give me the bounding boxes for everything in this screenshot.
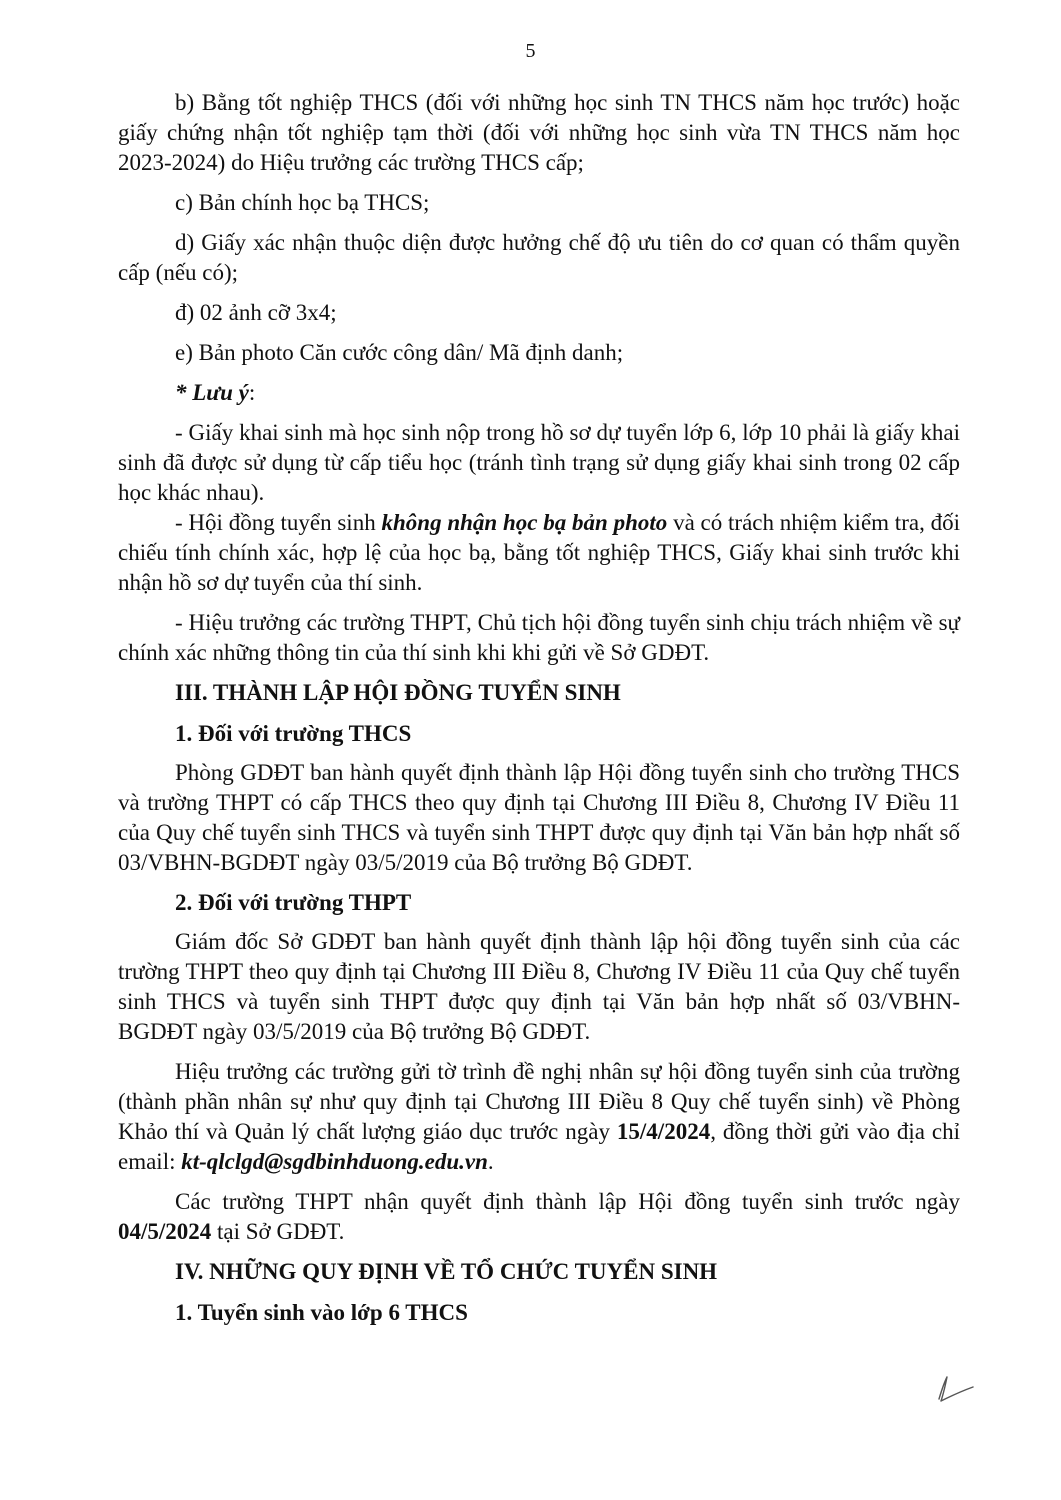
item-c: c) Bản chính học bạ THCS; [175, 190, 430, 215]
para-2-middle: , đồng thời gửi vào địa chỉ email: [118, 1119, 960, 1174]
note-colon: : [248, 380, 256, 405]
page-number: 5 [525, 40, 536, 62]
note-label-line [118, 378, 960, 408]
note-item-2 [118, 508, 960, 598]
para-3-after: tại Sở GDĐT. [211, 1219, 345, 1244]
para-2-before: Hiệu trưởng các trường gửi tờ trình đề nghị nhân sự hội đồng tuyển sinh của trường (thành phần nhân sự như quy định tại Chương III Điều 8 Quy chế tuyển sinh) về Phòng Khảo thí và Quản lý chất lượng giáo dục trước ngày [118, 1059, 960, 1144]
item-e: e) Bản photo Căn cước công dân/ Mã định danh; [175, 340, 624, 365]
section-4-sub-1-heading: 1. Tuyển sinh vào lớp 6 THCS [175, 1300, 468, 1325]
note-label: * Lưu ý [175, 380, 249, 405]
section-3-sub-2-heading: 2. Đối với trường THPT [175, 890, 412, 915]
section-3-heading: III. THÀNH LẬP HỘI ĐỒNG TUYỂN SINH [175, 680, 621, 705]
section-3-sub-1-heading: 1. Đối với trường THCS [175, 721, 412, 746]
item-b: b) Bằng tốt nghiệp THCS (đối với những học sinh TN THCS năm học trước) hoặc giấy chứng nhận tốt nghiệp tạm thời (đối với những học sinh vừa TN THCS năm học 2023-2024) do Hiệu trưởng các trường THCS cấp; [118, 90, 960, 175]
contact-email: kt-qlclgd@sgdbinhduong.edu.vn [181, 1149, 488, 1174]
note-item-2-before: - Hội đồng tuyển sinh [175, 510, 382, 535]
para-2-end: . [487, 1149, 494, 1174]
para-3-date: 04/5/2024 [118, 1219, 212, 1244]
document-body [118, 88, 960, 1337]
para-3-before: Các trường THPT nhận quyết định thành lập Hội đồng tuyển sinh trước ngày [175, 1189, 960, 1214]
signature-initial-icon [925, 1365, 977, 1407]
note-item-2-emphasis: không nhận học bạ bản photo [381, 510, 668, 535]
note-item-2-after: và có trách nhiệm kiểm tra, đối chiếu tính chính xác, hợp lệ của học bạ, bằng tốt nghiệp THCS, Giấy khai sinh trước khi nhận hồ sơ dự tuyển của thí sinh. [118, 510, 960, 595]
note-item-3: - Hiệu trưởng các trường THPT, Chủ tịch hội đồng tuyển sinh chịu trách nhiệm về sự chính xác những thông tin của thí sinh khi khi gửi về Sở GDĐT. [118, 610, 960, 665]
item-d: d) Giấy xác nhận thuộc diện được hưởng chế độ ưu tiên do cơ quan có thẩm quyền cấp (nếu có); [118, 230, 960, 285]
section-3-sub-1-text: Phòng GDĐT ban hành quyết định thành lập Hội đồng tuyển sinh cho trường THCS và trường THPT có cấp THCS theo quy định tại Chương III Điều 8, Chương IV Điều 11 của Quy chế tuyển sinh THCS và tuyển sinh THPT được quy định tại Văn bản hợp nhất số 03/VBHN-BGDĐT ngày 03/5/2019 của Bộ trưởng Bộ GDĐT. [118, 760, 960, 875]
note-item-1: - Giấy khai sinh mà học sinh nộp trong hồ sơ dự tuyển lớp 6, lớp 10 phải là giấy khai sinh đã được sử dụng từ cấp tiểu học (tránh tình trạng sử dụng giấy khai sinh trong 02 cấp học khác nhau). [118, 420, 960, 505]
item-dd: đ) 02 ảnh cỡ 3x4; [175, 300, 337, 325]
para-2-date: 15/4/2024 [616, 1119, 711, 1144]
section-3-sub-2-text: Giám đốc Sở GDĐT ban hành quyết định thành lập hội đồng tuyển sinh của các trường THPT theo quy định tại Chương III Điều 8, Chương IV Điều 11 của Quy chế tuyển sinh THCS và tuyển sinh THPT được quy định tại Văn bản hợp nhất số 03/VBHN-BGDĐT ngày 03/5/2019 của Bộ trưởng Bộ GDĐT. [118, 929, 960, 1044]
section-4-heading: IV. NHỮNG QUY ĐỊNH VỀ TỔ CHỨC TUYỂN SINH [175, 1259, 718, 1284]
section-3-sub-2-para-3 [118, 1187, 960, 1247]
section-3-sub-2-para-2 [118, 1057, 960, 1177]
